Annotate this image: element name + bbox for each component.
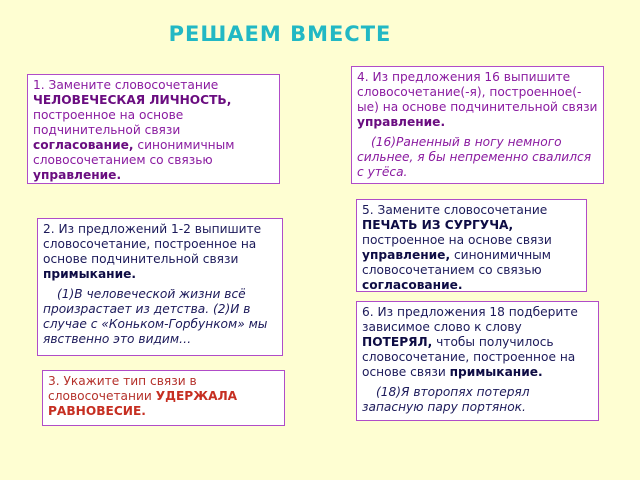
task-5-target-link: согласование. [362,278,463,292]
task-3-text-part: 3. Укажите тип связи в словосочетании [48,374,197,403]
task-6-link-type: примыкание. [449,365,543,379]
task-4-quote: (16)Раненный в ногу немного сильнее, я бы непременно свалился с утёса. [357,135,592,179]
task-3-text [48,374,279,419]
task-1-link-type: согласование, [33,138,134,152]
task-5-phrase: ПЕЧАТЬ ИЗ СУРГУЧА, [362,218,514,232]
task-2-quote: (1)В человеческой жизни всё произрастает из детства. (2)И в случае с «Коньком-Горбунком» мы явственно это видим… [43,287,268,346]
task-6-word: ПОТЕРЯЛ, [362,335,433,349]
task-card-2 [37,218,283,356]
task-4-text-part: 4. Из предложения 16 выпишите словосочетание(-я), построенное(-ые) на основе подчинительной связи [357,70,598,114]
task-card-5 [356,199,587,292]
task-4-text [357,70,598,130]
task-1-text [33,78,274,183]
task-card-6 [356,301,599,421]
task-5-text [362,203,581,293]
task-card-3 [42,370,285,426]
task-5-text-part: построенное на основе связи [362,233,552,247]
page-title: РЕШАЕМ ВМЕСТЕ [168,22,392,46]
task-6-text-part: 6. Из предложения 18 подберите зависимое слово к слову [362,305,578,334]
task-6-quote: (18)Я второпях потерял запасную пару портянок. [362,385,530,414]
task-4-link-type: управление. [357,115,446,129]
task-2-text [43,222,277,282]
task-1-phrase: ЧЕЛОВЕЧЕСКАЯ ЛИЧНОСТЬ, [33,93,232,107]
task-1-target-link: управление. [33,168,122,182]
task-card-4 [351,66,604,184]
task-2-link-type: примыкание. [43,267,137,281]
task-1-text-part: построенное на основе подчинительной связи [33,108,184,137]
task-1-text-part: 1. Замените словосочетание [33,78,219,92]
task-5-text-part: 5. Замените словосочетание [362,203,548,217]
task-6-text-part: чтобы получилось словосочетание, построенное на основе связи [362,335,576,379]
task-6-text [362,305,593,380]
task-3-phrase: УДЕРЖАЛА РАВНОВЕСИЕ. [48,389,238,418]
task-1-text-part: синонимичным словосочетанием со связью [33,138,235,167]
task-card-1 [27,74,280,184]
task-5-text-part: синонимичным словосочетанием со связью [362,248,551,277]
task-5-link-type: управление, [362,248,451,262]
task-2-text-part: 2. Из предложений 1-2 выпишите словосочетание, построенное на основе подчинительной связи [43,222,262,266]
